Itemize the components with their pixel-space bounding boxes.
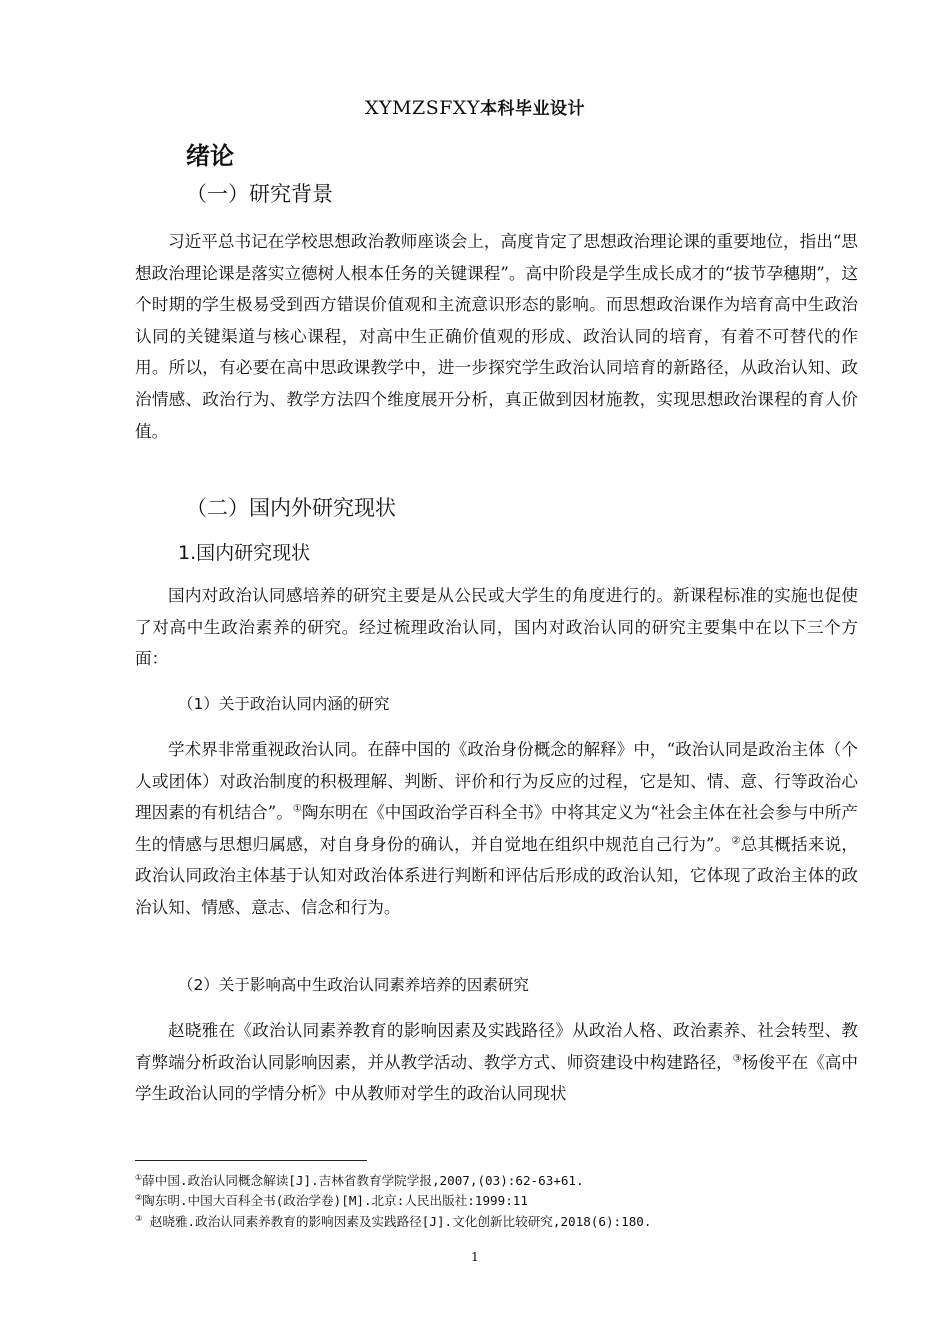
paragraph-text: 陶东明在《中国政治学百科全书》中将其定义为“社会主体在社会参与中所产生的情感与思想归属感，对自身身份的确认，并自觉地在组织中规范自己行为”。 [135, 803, 858, 854]
section-heading-background: （一）研究背景 [186, 182, 333, 206]
footnote-ref-1[interactable]: ① [292, 803, 302, 815]
footnote-separator [135, 1160, 367, 1161]
header-prefix: XYMZSFXY [365, 97, 480, 119]
footnote-item [135, 1170, 584, 1189]
paragraph-text: 赵晓雅在《政治认同素养教育的影响因素及实践路径》从政治人格、政治素养、社会转型、教育弊端分析政治认同影响因素，并从教学活动、教学方式、师资建设中构建路径， [135, 1021, 858, 1072]
footnote-mark: ③ [135, 1213, 143, 1223]
footnote-text: 薛中国.政治认同概念解读[J].吉林省教育学院学报,2007,(03):62-63+61. [142, 1173, 584, 1188]
footnote-text: 陶东明.中国大百科全书(政治学卷)[M].北京:人民出版社:1999:11 [142, 1193, 528, 1208]
paragraph-domestic-status: 国内对政治认同感培养的研究主要是从公民或大学生的角度进行的。新课程标准的实施也促使了对高中生政治素养的研究。经过梳理政治认同，国内对政治认同的研究主要集中在以下三个方面： [135, 586, 858, 669]
footnote-mark: ② [135, 1192, 143, 1202]
footnote-item [135, 1190, 528, 1209]
page-header [0, 94, 950, 119]
paragraph-factors [135, 1015, 858, 1110]
footnote-ref-3[interactable]: ③ [732, 1053, 742, 1065]
paragraph-text: 杨俊平在《高中学生政治认同的学情分析》中从教师对学生的政治认同现状 [135, 1052, 859, 1104]
paragraph-text: 学术界非常重视政治认同。在薛中国的《政治身份概念的解释》中，“政治认同是政治主体（个人或团体）对政治制度的积极理解、判断、评价和行为反应的过程，它是知、情、意、行等政治心理因素的有机结合”。 [135, 740, 858, 823]
paragraph-text: 总其概括来说，政治认同政治主体基于认知对政治体系进行判断和评估后形成的政治认知，它体现了政治主体的政治认知、情感、意志、信念和行为。 [135, 834, 859, 917]
header-suffix: 本科毕业设计 [480, 99, 585, 119]
paragraph-background: 习近平总书记在学校思想政治教师座谈会上，高度肯定了思想政治理论课的重要地位，指出“思想政治理论课是落实立德树人根本任务的关键课程”。高中阶段是学生成长成才的“拔节孕穗期”，这个时期的学生极易受到西方错误价值观和主流意识形态的影响。而思想政治课作为培育高中生政治认同的关键渠道与核心课程，对高中生正确价值观的形成、政治认同的培育，有着不可替代的作用。所以，有必要在高中思政课教学中，进一步探究学生政治认同培育的新路径，从政治认知、政治情感、政治行为、教学方法四个维度展开分析，真正做到因材施教，实现思想政治课程的育人价值。 [135, 232, 858, 441]
paragraph-connotation [135, 734, 858, 924]
topic-heading-connotation: （1）关于政治认同内涵的研究 [178, 695, 390, 713]
chapter-title: 绪论 [186, 142, 234, 170]
topic-heading-factors: （2）关于影响高中生政治认同素养培养的因素研究 [178, 976, 529, 994]
section-heading-research-status: （二）国内外研究现状 [186, 496, 396, 520]
footnote-mark: ① [135, 1172, 143, 1182]
subsection-heading-domestic: 1.国内研究现状 [178, 542, 311, 564]
footnote-ref-2[interactable]: ② [731, 835, 741, 847]
footnote-text: 赵晓雅.政治认同素养教育的影响因素及实践路径[J].文化创新比较研究,2018(6):180. [142, 1214, 652, 1229]
footnote-item [135, 1211, 651, 1230]
page-number: 1 [471, 1250, 479, 1264]
